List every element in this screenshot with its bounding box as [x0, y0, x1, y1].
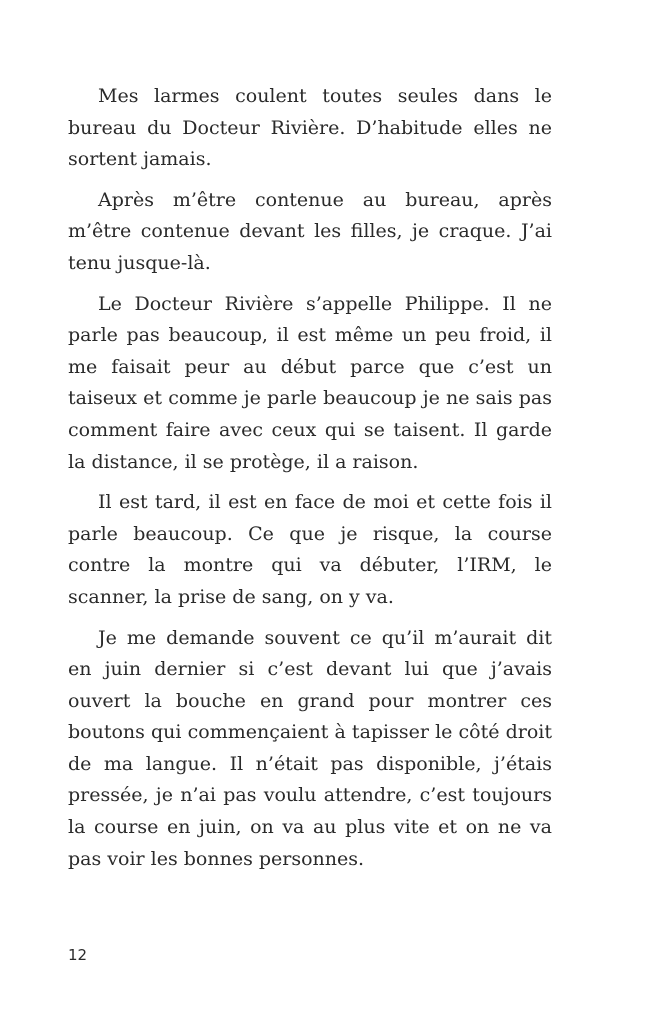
paragraph-2: Après m’être contenue au bureau, après m’être contenue devant les filles, je craque. J’ai tenu jusque-là.	[68, 188, 552, 274]
paragraph-1: Mes larmes coulent toutes seules dans le bureau du Docteur Rivière. D’habitude elles ne sortent jamais.	[68, 85, 552, 171]
paragraph-4: Il est tard, il est en face de moi et cette fois il parle beaucoup. Ce que je risque, la course contre la montre qui va débuter, l’IRM, le scanner, la prise de sang, on y va.	[68, 491, 552, 608]
page-body	[68, 81, 552, 884]
paragraph-5: Je me demande souvent ce qu’il m’aurait dit en juin dernier si c’est devant lui que j’avais ouvert la bouche en grand pour montrer ces boutons qui commençaient à tapisser le côté droit de ma langue. Il n’était pas disponible, j’étais pressée, je n’ai pas voulu attendre, c’est toujours la course en juin, on va au plus vite et on ne va pas voir les bonnes personnes.	[68, 626, 552, 870]
page-number: 12	[68, 946, 88, 964]
paragraph-3: Le Docteur Rivière s’appelle Philippe. Il ne parle pas beaucoup, il est même un peu froid, il me faisait peur au début parce que c’est un taiseux et comme je parle beaucoup je ne sais pas comment faire avec ceux qui se taisent. Il garde la distance, il se protège, il a raison.	[68, 292, 552, 473]
